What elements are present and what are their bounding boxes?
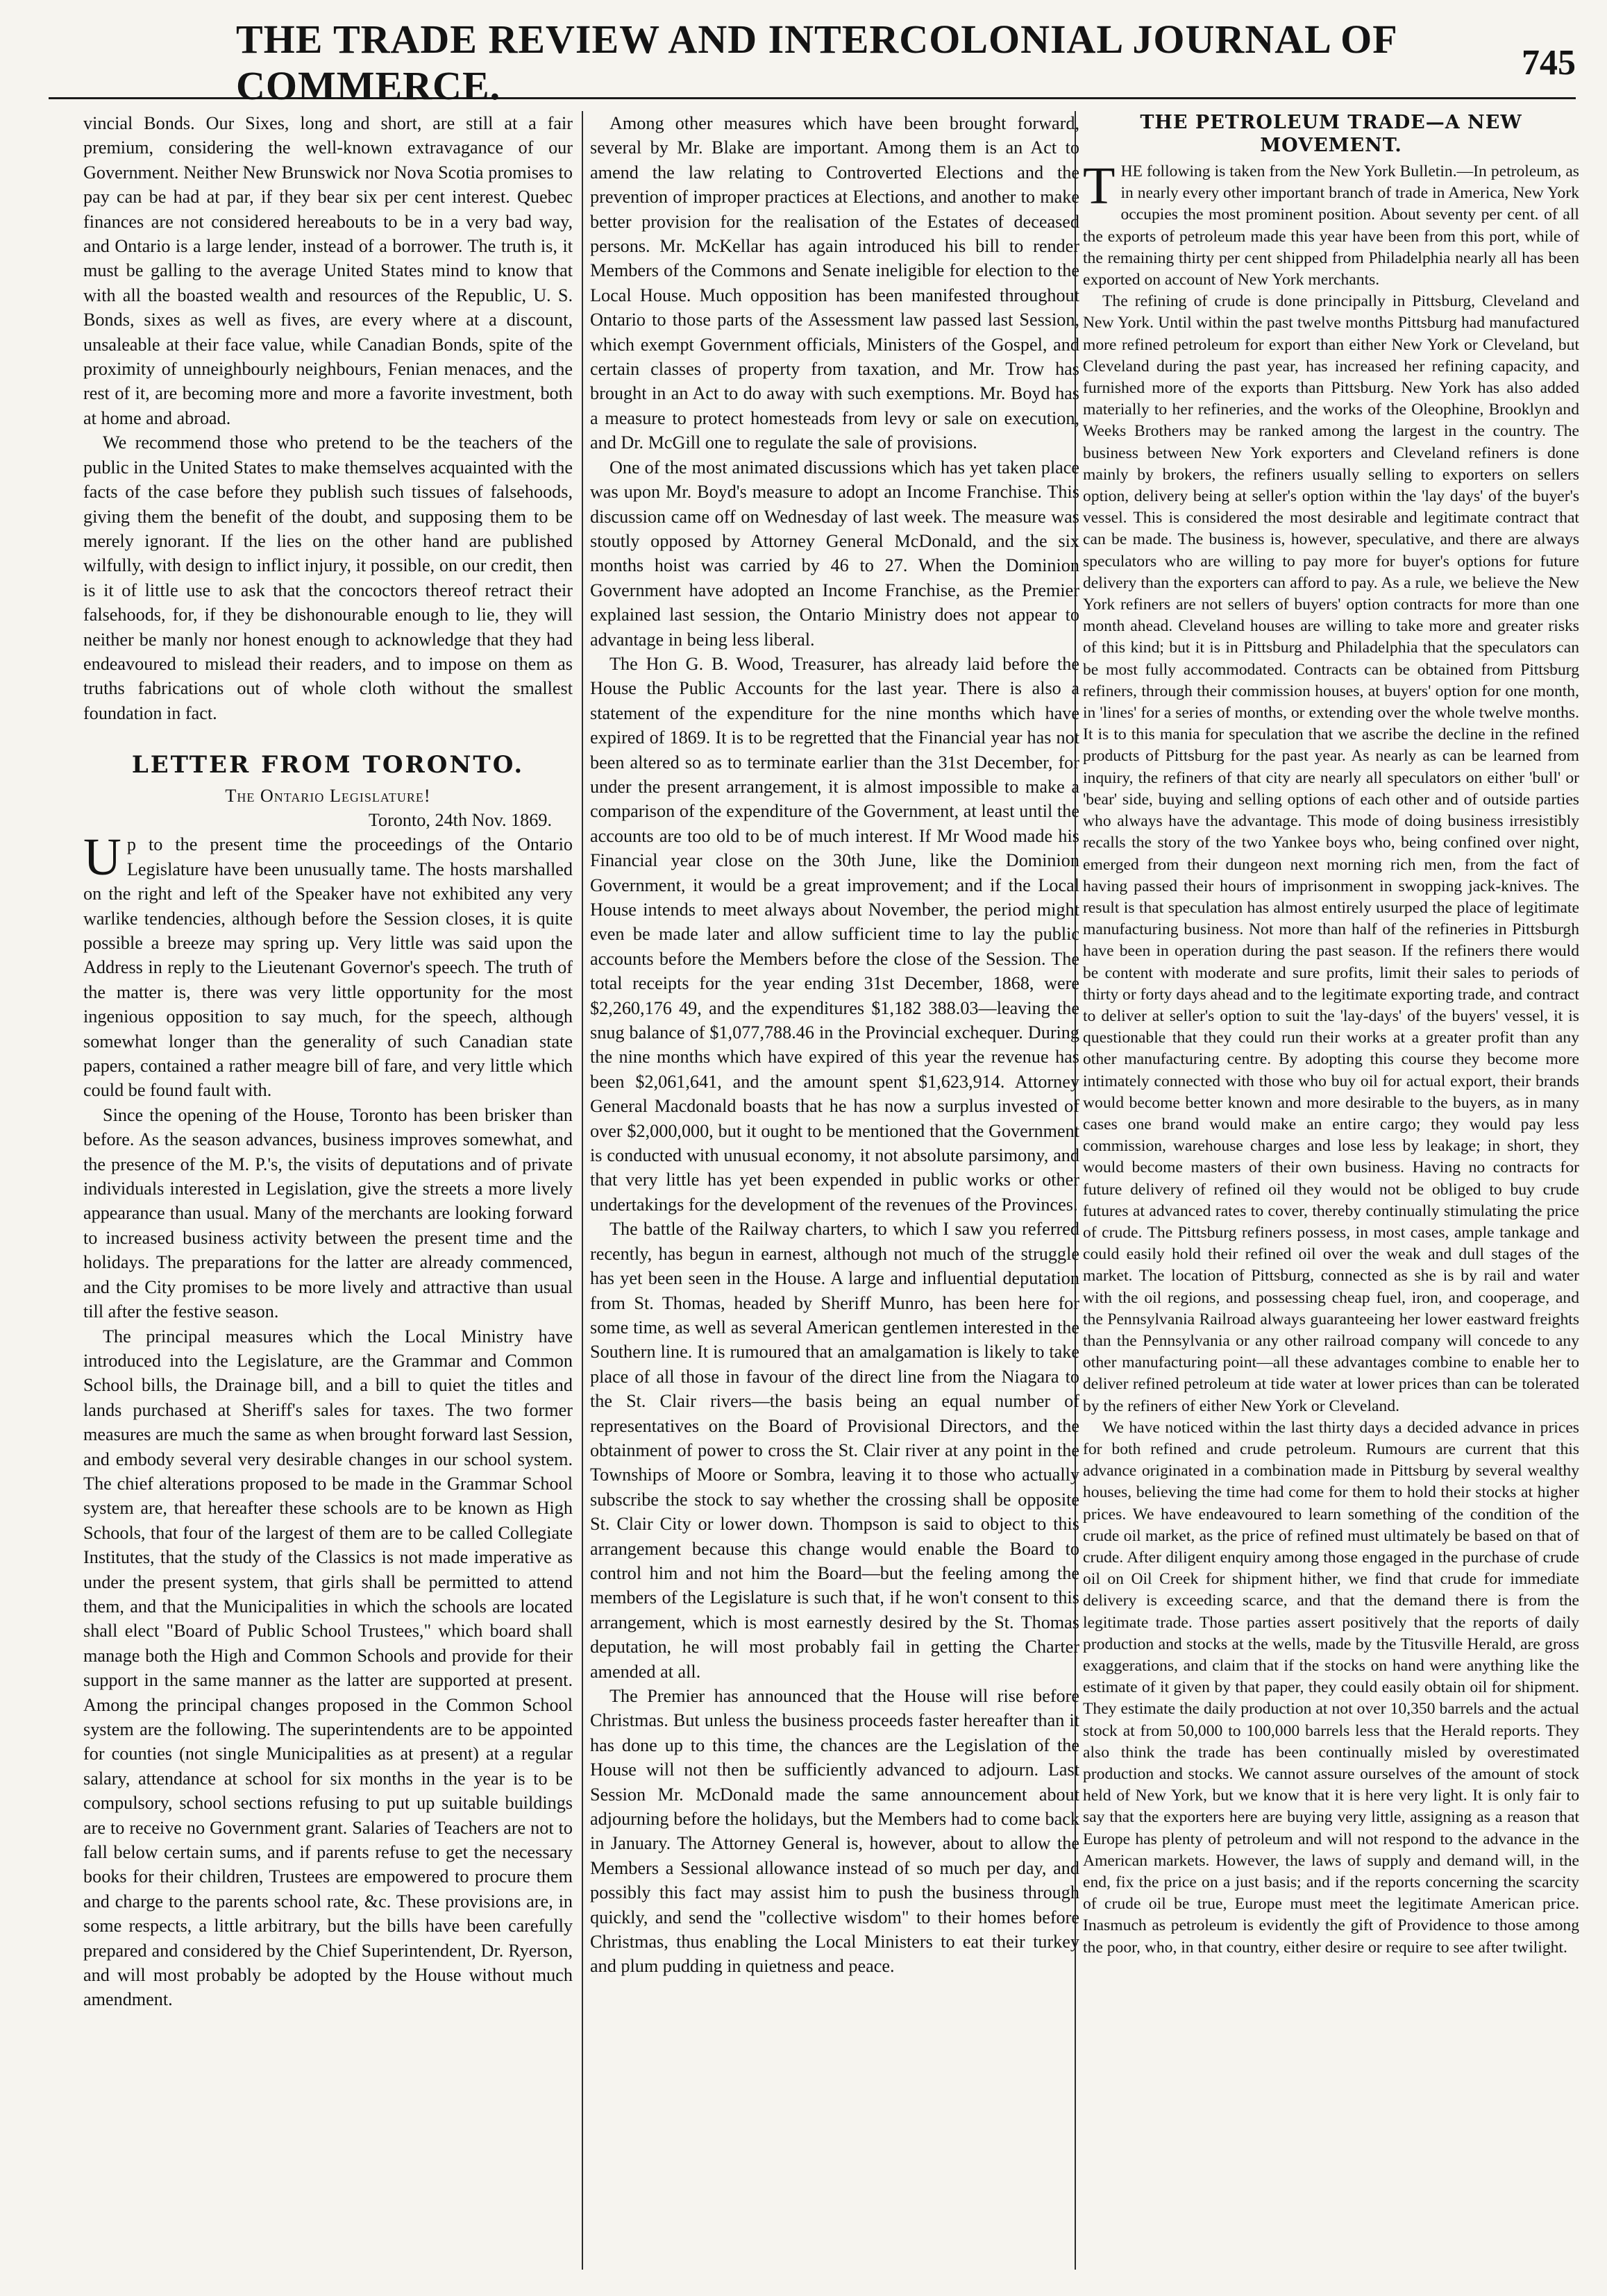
column-rule (582, 111, 583, 2270)
article-paragraph: THE following is taken from the New York Bulletin.—In petroleum, as in nearly every other important branch of trade in America, New York occupies the most prominent position. About seventy per cent. of all the exports of petroleum made this year have been from this port, while of the remaining thirty per cent shipped from Philadelphia nearly all has been exported on account of New York merchants. (1083, 157, 1579, 289)
page-number: 745 (1522, 42, 1576, 83)
column-two (590, 111, 1079, 2270)
article-paragraph: Since the opening of the House, Toronto has been brisker than before. As the season advances, business improves somewhat, and the presence of the M. P.'s, the visits of deputations and of private individuals interested in Legislation, give the streets a more lively appearance than usual. Many of the merchants are looking forward to increased business activity between the present time and the holidays. The preparations for the latter are already commenced, and the City promises to be more lively and attractive than usual till after the festive season. (83, 1104, 573, 1322)
article-paragraph: The Hon G. B. Wood, Treasurer, has already laid before the House the Public Accounts for the last year. There is also a statement of the expenditure for the nine months which have expired of 1869. It is to be regretted that the Financial year has not been altered so as to terminate earlier than the 31st December, for under the present arrangement, it is almost impossible to make a comparison of the expenditure of the Government, at least until the accounts are too old to be of much interest. If Mr Wood made his Financial year close on the 30th June, like the Dominion Government, it would be a great improvement; and if the Local House intends to meet always about November, the period might even be made later and allow sufficient time to lay the public accounts before the Members before the close of the Session. The total receipts for the year ending 31st December, 1868, were $2,260,176 49, and the expenditures $1,182 388.03—leaving the snug balance of $1,077,788.46 in the Provincial exchequer. During the nine months which have expired of this year the revenue has been $2,061,641, and the amount spent $1,623,914. Attorney General Macdonald boasts that he has now a surplus invested of over $2,000,000, but it ought to be mentioned that the Government is conducted with unusual economy, it not absolute parsimony, and that very little has yet been expended in public works or other undertakings for the development of the revenues of the Provinces. (590, 653, 1079, 1215)
article-heading: THE PETROLEUM TRADE—A NEW MOVEMENT. (1140, 112, 1522, 156)
article-subheading: The Ontario Legislature! (225, 785, 431, 806)
article-paragraph: We recommend those who pretend to be the teachers of the public in the United States to make themselves acquainted with the facts of the case before they publish such tissues of falsehoods, giving them the benefit of the doubt, and supposing them to be merely ignorant. If the lies on the other hand are published wilfully, with design to inflict injury, it possible, on our credit, then is it of little use to ask that the concoctors thereof retract their falsehoods, for, if they be dishonourable enough to lie, they will neither be manly nor honest enough to acknowledge that they had endeavoured to mislead their readers, and to impose on them as truths fabrications out of whole cloth without the smallest foundation in fact. (83, 432, 573, 723)
article-paragraph: The battle of the Railway charters, to which I saw you referred recently, has begun in earnest, although not much of the struggle has yet been seen in the House. A large and influential deputation from St. Thomas, headed by Sheriff Munro, has been here for some time, as well as several American gentlemen interested in the Southern line. It is rumoured that an amalgamation is likely to take place of all those in favour of the direct line from the Niagara to the St. Clair rivers—the basis being an equal number of representatives on the Board of Provisional Directors, and the obtainment of power to cross the St. Clair river at any point in the Townships of Moore or Sombra, leaving it to those who actually subscribe the stock to say whether the crossing shall be opposite St. Clair City or lower down. Thompson is said to object to this arrangement because this change would enable the Board to control him and not him the Board—but the feeling among the members of the Legislature is such that, if he won't consent to this arrangement, which is most earnestly desired by the St. Thomas deputation, he will most probably fail in getting the Charter amended at all. (590, 1219, 1079, 1682)
article-paragraph: The refining of crude is done principally in Pittsburg, Cleveland and New York. Until within the past twelve months Pittsburg had manufactured more refined petroleum for export than either New York or Cleveland, but Cleveland during the past year, has increased her refining capacity, and furnished more of the exports than Pittsburg. New York has also added materially to her refineries, and the works of the Oleophine, Brooklyn and Weeks Brothers may be ranked among the largest in the country. The business between New York exporters and Cleveland refiners is done mainly by brokers, the refiners usually selling to exporters on sellers option, delivery being at seller's option within the 'lay days' of the buyer's vessel. This is considered the most desirable and legitimate contract that can be made. The business is, however, speculative, and there are always speculators who are willing to pay more for buyer's options for future delivery than the exporters can afford to pay. As a rule, we believe the New York refiners are not sellers of buyers' option contracts for more than one month ahead. Cleveland houses are willing to take more and greater risks of this kind; but it is in Pittsburg and Philadelphia that the speculators can be most fully accommodated. Contracts can be obtained from Pittsburg refiners, through their commission houses, at buyers' option for one month, in 'lines' for a series of months, or extending over the whole twelve months. It is to this mania for speculation that we ascribe the decline in the refined products of Pittsburg for the past year. As nearly as can be learned from inquiry, the refiners of that city are nearly all speculators on either 'bull' or 'bear' side, buying and selling options of each other and of outside parties who always have the advantage. This mode of doing business irresistibly recalls the story of the two Yankee boys who, being confined over night, emerged from their dungeon next morning rich men, from the fact of having passed their hours of imprisonment in swopping jack-knives. The result is that speculation has almost entirely usurped the place of legitimate manufacturing business. Not more than half of the refineries in Pittsburgh have been in operation during the past season. If the refiners there would be content with moderate and sure profits, limit their sales to periods of thirty or forty days ahead and to the legitimate exporting trade, and contract to deliver at seller's option to suit the 'lay-days' of the buyers' vessel, it is questionable that they could run their works at a greater profit than any other manufacturing centre. By adopting this course they become more intimately connected with those who buy oil for actual export, their brands would become better known and more desirable to the buyers, as in many cases one brand would make an entire cargo; they would pay less commission, warehouse charges and lose less by leakage; in short, they would become masters of their own business. Having no contracts for future delivery of refined oil they would not be obliged to buy crude futures at advanced rates to cover, thereby continually stimulating the price of crude. The Pittsburg refiners possess, in most cases, ample tankage and could easily hold their refined oil over the weak and dull stages of the market. The location of Pittsburg, connected as she is by rail and water with the oil regions, and possessing cheap fuel, iron, and cooperage, and the Pennsylvania Railroad always guaranteeing her lower eastward freights than the Pennsylvania or any other railroad company will concede to any other manufacturing point—all these advantages combine to enable her to deliver refined petroleum at tide water at lower prices than can be tolerated by the refiners of either New York or Cleveland. (1083, 292, 1579, 1415)
article-paragraph: One of the most animated discussions which has yet taken place was upon Mr. Boyd's measure to adopt an Income Franchise. This discussion came off on Wednesday of last week. The measure was stoutly opposed by Attorney General McDonald, and the six months hoist was carried by 46 to 27. When the Dominion Government have adopted an Income Franchise, as the Premier explained last session, the Ontario Ministry does not appear to advantage in being less liberal. (590, 457, 1079, 650)
masthead (49, 17, 1576, 108)
article-paragraph: Up to the present time the proceedings of the Ontario Legislature have been unusually tame. The hosts marshalled on the right and left of the Speaker have not exhibited any very warlike tendencies, although before the Session closes, it is quite possible a breeze may spring up. Very little was said upon the Address in reply to the Lieutenant Governor's speech. The truth of the matter is, there was very little opportunity for the most ingenious opposition to say much, for the speech, although somewhat longer than the generality of such Canadian state papers, contained a rather meagre bill of fare, and very little which could be found fault with. (83, 828, 573, 1101)
dateline: Toronto, 24th Nov. 1869. (368, 809, 552, 830)
article-paragraph: vincial Bonds. Our Sixes, long and short, are still at a fair premium, considering the well-known extravagance of our Government. Neither New Brunswick nor Nova Scotia promises to pay can be had at par, if they bear six per cent interest. Quebec finances are not considered hereabouts to be in a very bad way, and Ontario is a large lender, instead of a borrower. The truth is, it must be galling to the average United States mind to know that with all the boasted wealth and resources of the Republic, U. S. Bonds, sixes as well as fives, are every where at a discount, unsaleable at their face value, while Canadian Bonds, spite of the proximity of unneighbourly neighbours, Fenian menaces, and the rest of it, are becoming more and more a favorite investment, both at home and abroad. (83, 113, 573, 428)
article-heading: LETTER FROM TORONTO. (131, 751, 525, 779)
article-paragraph: The principal measures which the Local Ministry have introduced into the Legislature, are the Grammar and Common School bills, the Drainage bill, and a bill to quiet the titles and lands purchased at Sheriff's sales for taxes. The two former measures are much the same as when brought forward last Session, and embody several very desirable changes in our school system. The chief alterations proposed to be made in the Grammar School system are, that hereafter these schools are to be known as High Schools, that four of the largest of them are to be called Collegiate Institutes, that the study of the Classics is not made imperative as under the present system, that girls shall be permitted to attend them, and that the Municipalities in which the schools are located shall elect "Board of Public School Trustees," which board shall manage both the High and Common Schools and provide for their support in the same manner as the latter are supported at present. Among the principal changes proposed in the Common School system are the following. The superintendents are to be appointed for counties (not single Municipalities as at present) at a regular salary, attendance at school for six months in the year is to be compulsory, school sections refusing to put up suitable buildings are to receive no Government grant. Salaries of Teachers are not to fall below certain sums, and if parents refuse to get the necessary books for their children, Trustees are empowered to procure them and charge to the parents school rate, &c. These provisions are, in some respects, a little arbitrary, but the bills have been carefully prepared and considered by the Chief Superintendent, Dr. Ryerson, and will most probably be adopted by the House without much amendment. (83, 1326, 573, 2010)
article-paragraph: Among other measures which have been brought forward, several by Mr. Blake are important. Among them is an Act to amend the law relating to Controverted Elections and the prevention of improper practices at Elections, and another to make better provision for the realisation of the Estates of deceased persons. Mr. McKellar has again introduced his bill to render Members of the Commons and Senate ineligible for election to the Local House. Much opposition has been manifested throughout Ontario to those parts of the Assessment law passed last Session, which exempt Government officials, Ministers of the Gospel, and certain classes of property from taxation, and Mr. Trow has brought in an Act to do away with such exemptions. Mr. Boyd has a measure to protect homesteads from levy or sale on execution, and Dr. McGill one to regulate the sale of provisions. (590, 113, 1079, 453)
article-paragraph: The Premier has announced that the House will rise before Christmas. But unless the business proceeds faster hereafter than it has done up to this time, the chances are the Legislation of the House will not then be sufficiently advanced to adjourn. Last Session Mr. McDonald made the same announcement about adjourning before the holidays, but the Members had to come back in January. The Attorney General is, however, about to allow the Members a Sessional allowance instead of so much per day, and possibly this fact may assist him to push the business through quickly, and send the "collective wisdom" to their homes before Christmas, thus enabling the Local Ministers to eat their turkey and plum pudding in quietness and peace. (590, 1686, 1079, 1977)
article-paragraph: We have noticed within the last thirty days a decided advance in prices for both refined and crude petroleum. Rumours are current that this advance originated in a combination made in Pittsburg by several wealthy houses, believing the time had come for them to hold their stocks at higher prices. We have endeavoured to learn something of the condition of the crude oil market, as the price of refined must ultimately be based on that of crude. After diligent enquiry among those engaged in the purchase of crude oil on Oil Creek for shipment hither, we find that crude for immediate delivery is exceeding scarce, and that the demand there is from the legitimate trade. Those parties assert positively that the reports of daily production and stocks at the wells, made by the Titusville Herald, are gross exaggerations, and claim that if the stocks on hand were anything like the estimate of it given by that paper, they could easily obtain oil for shipment. They estimate the daily production at not over 10,350 barrels and the actual stock at from 50,000 to 100,000 barrels less that the Herald reports. They also think the trade has been continually misled by overestimated production and stocks. We cannot assure ourselves of the amount of stock held of New York, but we know that it is here very light. It is only fair to say that the exporters here are buying very little, assigning as a reason that Europe has plenty of petroleum and will not respond to the advance in the American markets. However, the laws of supply and demand will, in the end, fix the price on a just basis; and if the reports concerning the scarcity of crude oil be true, Europe must meet the legitimate American price. Inasmuch as petroleum is evidently the gift of Providence to those among the poor, who, in that country, either desire or require to see after twilight. (1083, 1418, 1579, 1957)
page-title: THE TRADE REVIEW AND INTERCOLONIAL JOURNAL OF COMMERCE. (236, 17, 1397, 108)
column-one (83, 111, 573, 2270)
column-three (1083, 111, 1579, 2270)
